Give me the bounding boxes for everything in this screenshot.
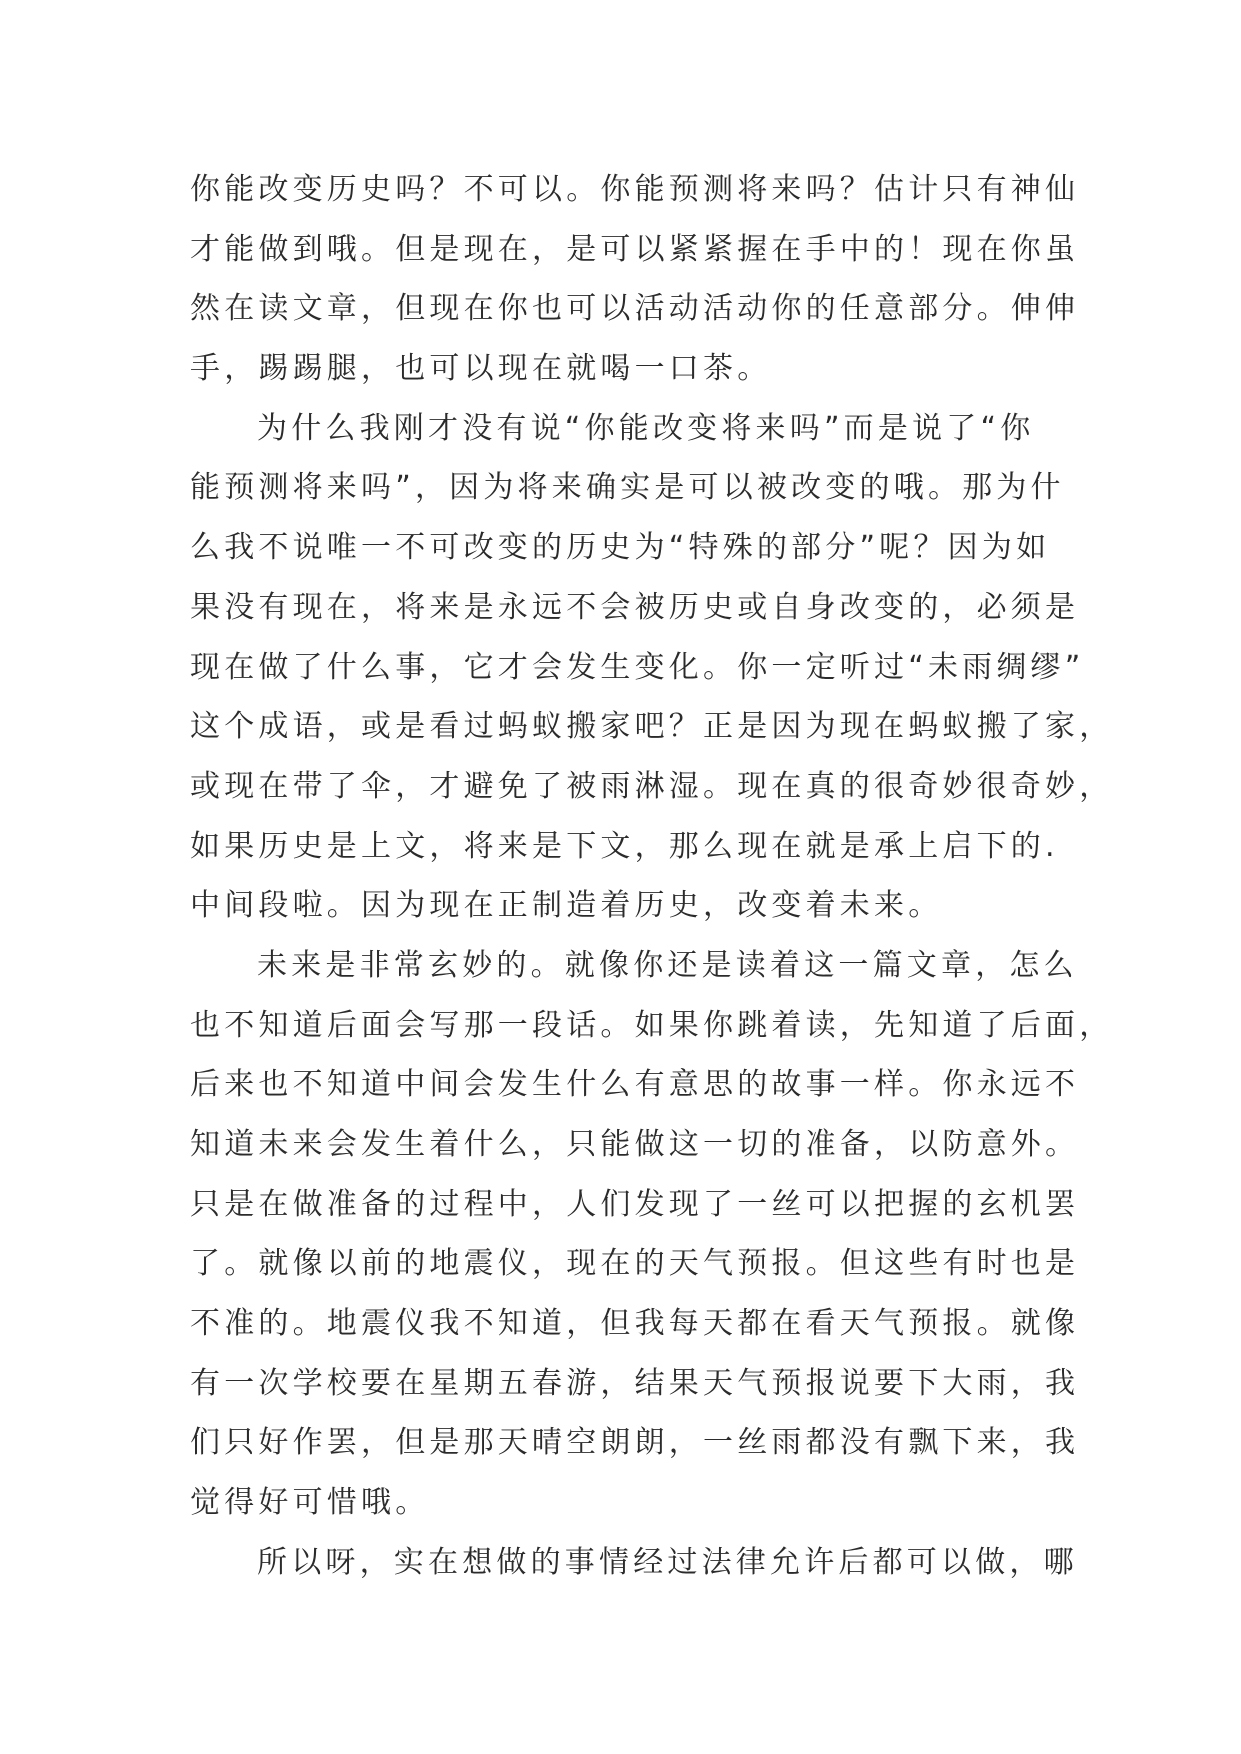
text-line: 只是在做准备的过程中，人们发现了一丝可以把握的玄机罢	[190, 1186, 1080, 1222]
text-line: 觉得好可惜哦。	[190, 1485, 430, 1521]
text-line: 如果历史是上文，将来是下文，那么现在就是承上启下的.	[190, 828, 1059, 864]
text-line: 了。就像以前的地震仪，现在的天气预报。但这些有时也是	[190, 1246, 1080, 1282]
text-line: 么我不说唯一不可改变的历史为“特殊的部分”呢？因为如	[190, 530, 1051, 566]
text-line: 然在读文章，但现在你也可以活动活动你的任意部分。伸伸	[190, 291, 1080, 327]
text-line: 手，踢踢腿，也可以现在就喝一口茶。	[190, 351, 772, 387]
text-line: 有一次学校要在星期五春游，结果天气预报说要下大雨，我	[190, 1365, 1080, 1401]
paragraph-first-line: 所以呀，实在想做的事情经过法律允许后都可以做，哪	[257, 1544, 1078, 1580]
body-text	[190, 160, 1114, 1593]
text-line: 现在做了什么事，它才会发生变化。你一定听过“未雨绸缪”	[190, 649, 1085, 685]
text-line: 你能改变历史吗？不可以。你能预测将来吗？估计只有神仙	[190, 172, 1080, 207]
text-line: 才能做到哦。但是现在，是可以紧紧握在手中的！现在你虽	[190, 231, 1080, 267]
text-line: 这个成语，或是看过蚂蚁搬家吧？正是因为现在蚂蚁搬了家，	[190, 709, 1114, 745]
text-line: 或现在带了伞，才避免了被雨淋湿。现在真的很奇妙很奇妙，	[190, 768, 1114, 804]
text-line: 知道未来会发生着什么，只能做这一切的准备，以防意外。	[190, 1127, 1080, 1162]
text-line: 也不知道后面会写那一段话。如果你跳着读，先知道了后面，	[190, 1007, 1114, 1043]
text-line: 中间段啦。因为现在正制造着历史，改变着未来。	[190, 888, 943, 924]
paragraph-first-line: 为什么我刚才没有说“你能改变将来吗”而是说了“你	[257, 410, 1035, 446]
text-line: 后来也不知道中间会发生什么有意思的故事一样。你永远不	[190, 1067, 1080, 1103]
text-line: 能预测将来吗”，因为将来确实是可以被改变的哦。那为什	[190, 470, 1065, 506]
text-line: 不准的。地震仪我不知道，但我每天都在看天气预报。就像	[190, 1306, 1080, 1342]
text-line: 果没有现在，将来是永远不会被历史或自身改变的，必须是	[190, 589, 1080, 625]
paragraph-first-line: 未来是非常玄妙的。就像你还是读着这一篇文章，怎么	[257, 947, 1078, 983]
text-line: 们只好作罢，但是那天晴空朗朗，一丝雨都没有飘下来，我	[190, 1425, 1080, 1461]
